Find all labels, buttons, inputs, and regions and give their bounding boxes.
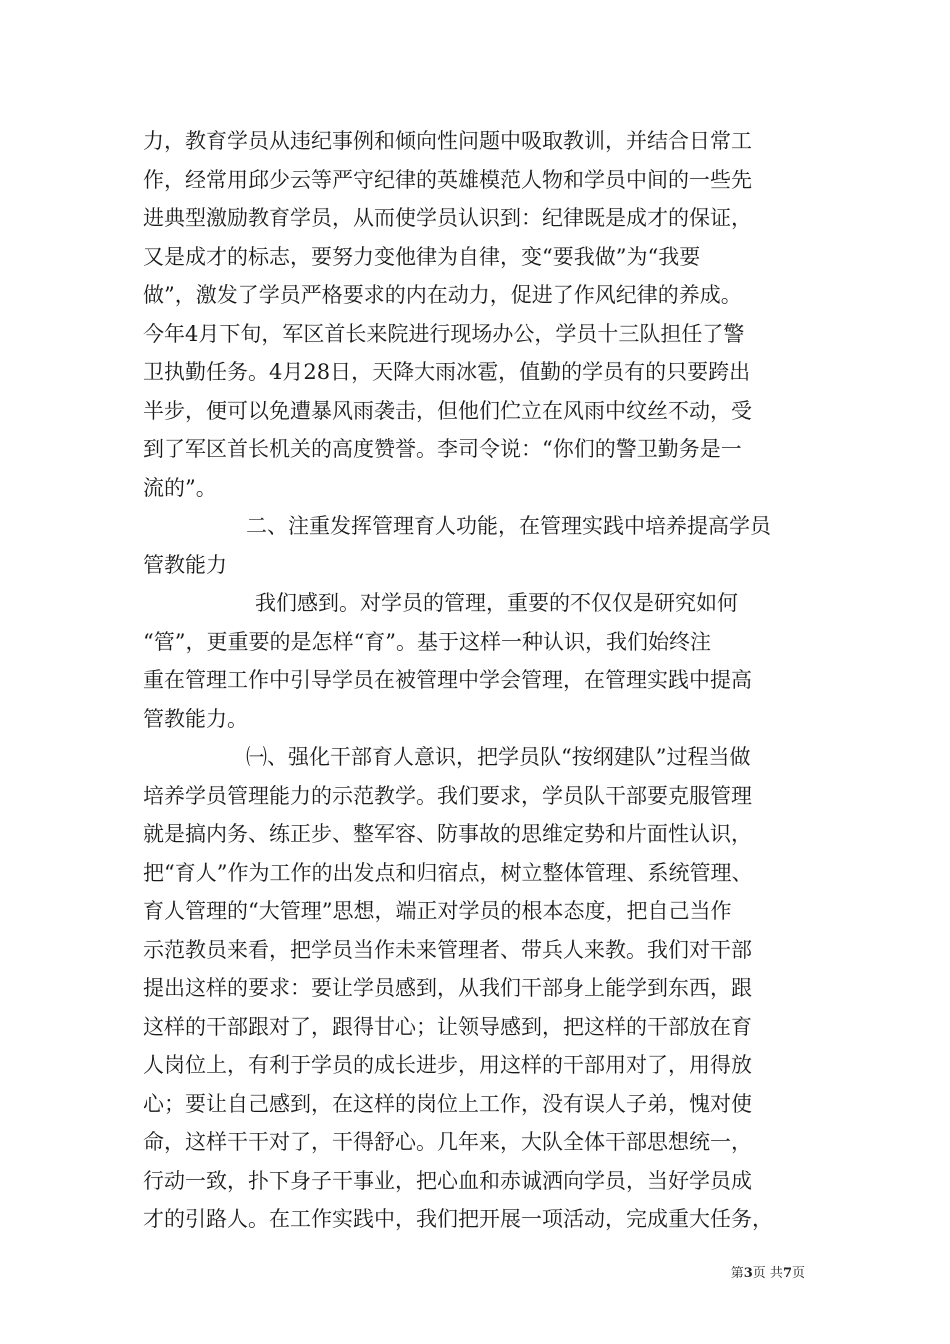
text-line: 示范教员来看，把学员当作未来管理者、带兵人来教。我们对干部	[143, 937, 752, 962]
text-line: 管教能力	[143, 552, 227, 577]
text-line: 行动一致，扑下身子干事业，把心血和赤诚洒向学员，当好学员成	[143, 1168, 752, 1193]
text-line: ㈠、强化干部育人意识，把学员队“按纲建队”过程当做	[246, 745, 751, 769]
text-line: 人岗位上，有利于学员的成长进步，用这样的干部用对了，用得放	[143, 1053, 752, 1077]
text-line: 命，这样干干对了，干得舒心。几年来，大队全体干部思想统一，	[143, 1130, 752, 1154]
text-line: 就是搞内务、练正步、整军容、防事故的思维定势和片面性认识，	[143, 822, 752, 846]
text-line: 提出这样的要求：要让学员感到，从我们干部身上能学到东西，跟	[143, 976, 752, 1000]
text-line: 育人管理的“大管理”思想，端正对学员的根本态度，把自己当作	[143, 899, 732, 923]
text-line: “管”，更重要的是怎样“育”。基于这样一种认识，我们始终注	[143, 629, 711, 654]
page-footer	[731, 1262, 805, 1281]
text-line: 管教能力。	[143, 706, 248, 731]
text-line: 力，教育学员从违纪事例和倾向性问题中吸取教训，并结合日常工	[143, 129, 752, 153]
text-line: 二、注重发挥管理育人功能，在管理实践中培养提高学员	[246, 514, 771, 538]
text-line: 我们感到。对学员的管理，重要的不仅仅是研究如何	[255, 591, 738, 615]
text-line: 今年4月下旬，军区首长来院进行现场办公，学员十三队担任了警	[143, 321, 745, 346]
footer-suffix: 页	[791, 1266, 805, 1281]
total-page-number: 7	[782, 1266, 792, 1281]
footer-middle: 页 共	[752, 1266, 783, 1281]
text-line: 做”，激发了学员严格要求的内在动力，促进了作风纪律的养成。	[143, 283, 742, 307]
text-line: 卫执勤任务。4月28日，天降大雨冰雹，值勤的学员有的只要跨出	[143, 360, 751, 384]
text-line: 这样的干部跟对了，跟得甘心；让领导感到，把这样的干部放在育	[143, 1014, 752, 1039]
text-line: 进典型激励教育学员，从而使学员认识到：纪律既是成才的保证，	[143, 206, 752, 230]
current-page-number: 3	[743, 1266, 753, 1281]
text-line: 半步，便可以免遭暴风雨袭击，但他们伫立在风雨中纹丝不动，受	[143, 398, 752, 423]
text-line: 重在管理工作中引导学员在被管理中学会管理，在管理实践中提高	[143, 668, 752, 692]
text-line: 到了军区首长机关的高度赞誉。李司令说：“你们的警卫勤务是一	[143, 437, 742, 461]
text-line: 流的”。	[143, 475, 217, 500]
footer-prefix: 第	[730, 1266, 744, 1281]
text-line: 心；要让自己感到，在这样的岗位上工作，没有误人子弟，愧对使	[143, 1091, 752, 1116]
text-line: 又是成才的标志，要努力变他律为自律，变“要我做”为“我要	[143, 244, 701, 269]
text-line: 把“育人”作为工作的出发点和归宿点，树立整体管理、系统管理、	[143, 860, 753, 885]
text-line: 才的引路人。在工作实践中，我们把开展一项活动，完成重大任务，	[143, 1207, 773, 1231]
text-line: 作，经常用邱少云等严守纪律的英雄模范人物和学员中间的一些先	[143, 167, 752, 192]
text-line: 培养学员管理能力的示范教学。我们要求，学员队干部要克服管理	[143, 783, 752, 808]
document-body	[143, 122, 823, 1239]
